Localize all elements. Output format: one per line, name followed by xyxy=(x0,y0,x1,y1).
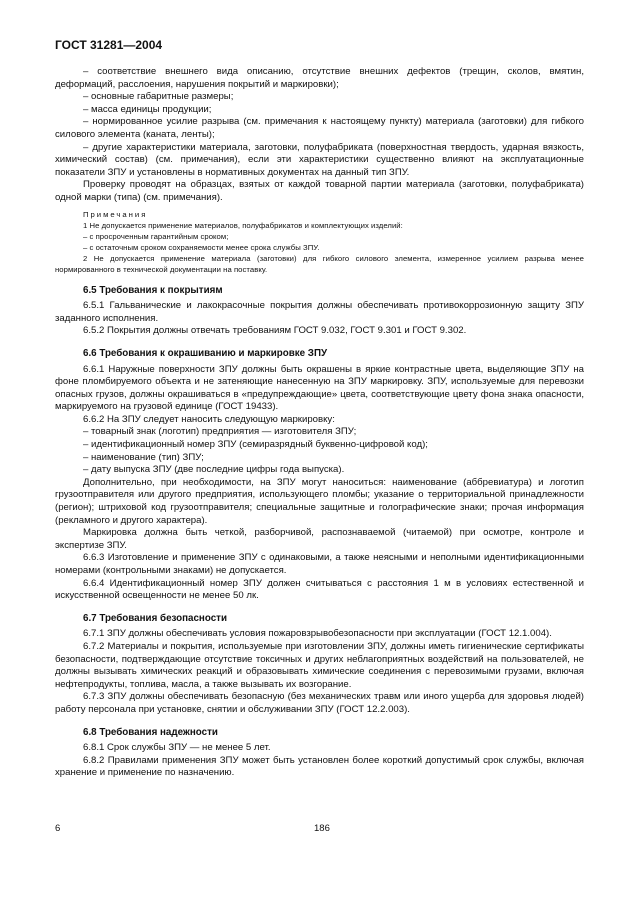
paragraph: Дополнительно, при необходимости, на ЗПУ могут наноситься: наименование (аббревиатура) и логотип грузоотправителя или другого предприятия, использующего пломбы; указание о территориальной принадлежности (регион); штриховой код грузоотправителя; специальные защитные и голографические знаки; прочая информация (рекламного и другого характера). xyxy=(55,476,584,526)
paragraph: – масса единицы продукции; xyxy=(83,103,212,115)
paragraph: Проверку проводят на образцах, взятых от каждой товарной партии материала (заготовки, полуфабриката) одной марки (типа) (см. примечания). xyxy=(55,179,584,203)
section-heading: 6.5 Требования к покрытиям xyxy=(83,284,223,296)
paragraph: 6.5.1 Гальванические и лакокрасочные покрытия должны обеспечивать противокоррозионную защиту ЗПУ заданного исполнения. xyxy=(55,300,584,324)
paragraph: 6.6.4 Идентификационный номер ЗПУ должен считываться с расстояния 1 м в условиях естественной и искусственной освещенности не менее 50 лк. xyxy=(55,577,584,602)
page-number: 6 xyxy=(55,823,61,834)
note-item: 2 Не допускается применение материала (заготовки) для гибкого силового элемента, измеренное усилием разрыва менее нормированного в технической документации на поставку. xyxy=(55,253,584,274)
note-item: – с остаточным сроком сохраняемости менее срока службы ЗПУ. xyxy=(83,242,320,252)
paragraph: – соответствие внешнего вида описанию, отсутствие внешних дефектов (трещин, сколов, вмятин, деформаций, расслоения, нарушения покрытий и маркировки); xyxy=(55,66,584,90)
marking-item: – товарный знак (логотип) предприятия — изготовителя ЗПУ; xyxy=(83,426,357,438)
paragraph: 6.6.1 Наружные поверхности ЗПУ должны быть окрашены в яркие контрастные цвета, выделяющие ЗПУ на фоне пломбируемого объекта и не затеняющие нанесенную на ЗПУ маркировку. ЗПУ, используемые для перевозки опасных грузов, должны окрашиваться в «предупреждающие» цвета, соответствующие цвету фона знака опасности, маркируемого на грузовой единице (ГОСТ 19433). xyxy=(55,363,584,413)
paragraph: 6.7.3 ЗПУ должны обеспечивать безопасную (без механических травм или иного ущерба для здоровья людей) работу персонала при установке, снятии и обслуживании ЗПУ (ГОСТ 12.2.003). xyxy=(55,691,584,715)
sheet-number: 186 xyxy=(314,823,330,834)
notes-title: Примечания xyxy=(83,209,148,219)
note-item: 1 Не допускается применение материалов, полуфабрикатов и комплектующих изделий: xyxy=(83,220,403,230)
paragraph: 6.8.1 Срок службы ЗПУ — не менее 5 лет. xyxy=(83,742,271,754)
paragraph: – основные габаритные размеры; xyxy=(83,91,234,103)
document-body xyxy=(55,66,584,780)
marking-item: – дату выпуска ЗПУ (две последние цифры года выпуска). xyxy=(83,464,345,476)
paragraph: 6.5.2 Покрытия должны отвечать требованиям ГОСТ 9.032, ГОСТ 9.301 и ГОСТ 9.302. xyxy=(83,325,467,337)
paragraph: 6.7.2 Материалы и покрытия, используемые при изготовлении ЗПУ, должны иметь гигиенические сертификаты безопасности, подтверждающие отсутствие токсичных и других неблагоприятных воздействий на пользователей, не должны вызывать химических реакций и образовывать химические соединения с перевозимыми грузами, включая нефтепродукты, топлива, масла, а также вызывать их возгорание. xyxy=(55,640,584,690)
document-code-header: ГОСТ 31281—2004 xyxy=(55,38,163,52)
paragraph: Маркировка должна быть четкой, разборчивой, распознаваемой (читаемой) при осмотре, контроле и экспертизе ЗПУ. xyxy=(55,527,584,551)
paragraph: 6.6.2 На ЗПУ следует наносить следующую маркировку: xyxy=(83,413,335,425)
section-heading: 6.8 Требования надежности xyxy=(83,726,218,738)
note-item: – с просроченным гарантийным сроком; xyxy=(83,231,229,241)
paragraph: – другие характеристики материала, заготовки, полуфабриката (поверхностная твердость, ударная вязкость, химический состав) (см. примечания), если эти характеристики существенно влияют на эксплуатационные показатели ЗПУ и установлены в нормативных документах на данный тип ЗПУ. xyxy=(55,141,584,178)
section-heading: 6.7 Требования безопасности xyxy=(83,612,227,624)
section-heading: 6.6 Требования к окрашиванию и маркировке ЗПУ xyxy=(83,347,328,359)
paragraph: 6.7.1 ЗПУ должны обеспечивать условия пожаровзрывобезопасности при эксплуатации (ГОСТ 12.1.004). xyxy=(83,628,552,640)
paragraph: 6.6.3 Изготовление и применение ЗПУ с одинаковыми, а также неясными и неполными идентификационными номерами (контрольными знаками) не допускается. xyxy=(55,552,584,576)
marking-item: – идентификационный номер ЗПУ (семиразрядный буквенно-цифровой код); xyxy=(83,439,428,451)
paragraph: 6.8.2 Правилами применения ЗПУ может быть установлен более короткий допустимый срок службы, включая хранение и применение по назначению. xyxy=(55,754,584,779)
marking-item: – наименование (тип) ЗПУ; xyxy=(83,451,204,463)
paragraph: – нормированное усилие разрыва (см. примечания к настоящему пункту) материала (заготовки) для гибкого силового элемента (каната, ленты); xyxy=(55,116,584,140)
